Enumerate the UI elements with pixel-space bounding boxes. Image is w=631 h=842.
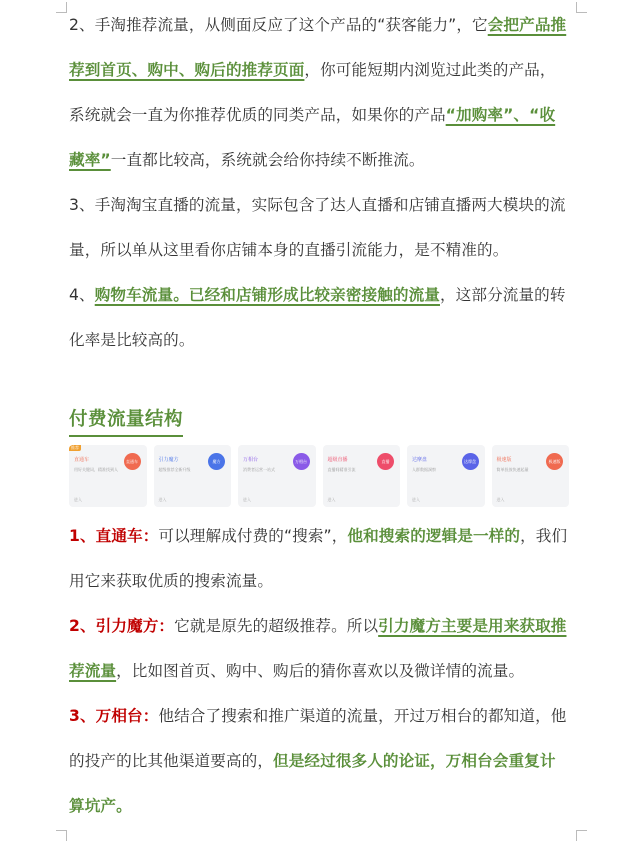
card-title: 直通车 bbox=[74, 457, 90, 463]
card-footer[interactable]: 进入 bbox=[243, 497, 251, 502]
paragraph-wanxiangtai bbox=[69, 694, 569, 829]
card-title: 极速版 bbox=[496, 457, 512, 463]
card-footer[interactable]: 进入 bbox=[327, 497, 336, 502]
term-label: 2、引力魔方： bbox=[69, 617, 175, 635]
text-run: 一直都比较高，系统就会给你持续不断推流。 bbox=[110, 151, 425, 169]
card-description: 超级推荐全新升级 bbox=[158, 467, 191, 472]
card-footer[interactable]: 进入 bbox=[496, 497, 505, 502]
emphasis-run: 购物车流量。已经和店铺形成比较亲密接触的流量 bbox=[94, 286, 440, 304]
card-badge-icon: 万相台 bbox=[293, 453, 310, 470]
document-body bbox=[69, 0, 569, 829]
ad-product-card[interactable] bbox=[154, 445, 232, 507]
card-title: 超级直播 bbox=[327, 457, 348, 463]
ad-product-card[interactable] bbox=[69, 445, 147, 507]
bold-run: 他和搜索的逻辑是一样的 bbox=[347, 527, 521, 545]
paragraph-yinli-mofang bbox=[69, 604, 569, 694]
section-heading: 付费流量结构 bbox=[69, 405, 183, 437]
ad-product-card[interactable] bbox=[407, 445, 485, 507]
term-label: 3、万相台： bbox=[69, 707, 159, 725]
term-label: 1、直通车： bbox=[69, 527, 159, 545]
crop-mark-top-right bbox=[576, 2, 587, 13]
text-run: ，比如图首页、购中、购后的猜你喜欢以及微详情的流量。 bbox=[116, 662, 525, 680]
card-badge-icon: 直通车 bbox=[124, 453, 141, 470]
ad-products-strip bbox=[69, 445, 569, 507]
card-description: 直播间精准引流 bbox=[327, 467, 356, 472]
crop-mark-top-left bbox=[56, 2, 67, 13]
ad-product-card[interactable] bbox=[323, 445, 401, 507]
emphasis-run: 会把产品推荐到首页、购中、购后的推荐页面 bbox=[69, 16, 567, 79]
text-run: ，你可能短期内浏览过此类的产品，系统就会一直为你推荐优质的同类产品，如果你的产品 bbox=[69, 61, 556, 124]
emphasis-run: 引力魔方主要是用来获取推荐流量 bbox=[69, 617, 567, 680]
text-run: ，我们用它来获取优质的搜索流量。 bbox=[69, 527, 568, 590]
paragraph-item-3: 3、手淘淘宝直播的流量，实际包含了达人直播和店铺直播两大模块的流量，所以单从这里看你店铺本身的直播引流能力，是不精准的。 bbox=[69, 196, 566, 259]
card-footer[interactable]: 进入 bbox=[74, 497, 82, 502]
card-description: 简单投放快速起量 bbox=[496, 467, 529, 472]
card-description: 消费者运营一站式 bbox=[243, 467, 275, 472]
bold-run: 但是经过很多人的论证，万相台会重复计算坑产。 bbox=[69, 752, 556, 815]
card-badge-icon: 达摩盘 bbox=[462, 453, 479, 470]
ad-product-card[interactable] bbox=[238, 445, 316, 507]
paragraph-zhitongche bbox=[69, 514, 569, 604]
paragraph-item-2 bbox=[69, 3, 569, 183]
card-title: 达摩盘 bbox=[412, 457, 428, 463]
card-badge-icon: 极速版 bbox=[546, 453, 563, 470]
card-title: 引力魔方 bbox=[158, 457, 179, 463]
crop-mark-bottom-left bbox=[56, 830, 67, 841]
card-title: 万相台 bbox=[243, 457, 259, 463]
crop-mark-bottom-right bbox=[576, 830, 587, 841]
paragraph-item-4 bbox=[69, 273, 569, 363]
card-description: 用好关键词，精准找到人 bbox=[74, 467, 118, 472]
emphasis-run: “加购率”、“收藏率” bbox=[69, 106, 556, 169]
card-footer[interactable]: 进入 bbox=[158, 497, 167, 502]
text-run: 他结合了搜索和推广渠道的流量，开过万相台的都知道，他的投产的比其他渠道要高的， bbox=[69, 707, 567, 770]
card-footer[interactable]: 进入 bbox=[412, 497, 420, 502]
ad-product-card[interactable] bbox=[492, 445, 570, 507]
card-badge-icon: 魔方 bbox=[208, 453, 225, 470]
text-run: 4、 bbox=[69, 286, 95, 304]
card-tag: 推荐 bbox=[71, 445, 79, 450]
text-run: 它就是原先的超级推荐。所以 bbox=[174, 617, 379, 635]
text-run: 2、手淘推荐流量，从侧面反应了这个产品的“获客能力”，它 bbox=[69, 16, 488, 34]
text-run: 可以理解成付费的“搜索”， bbox=[158, 527, 348, 545]
card-badge-icon: 直播 bbox=[377, 453, 394, 470]
text-run: ，这部分流量的转化率是比较高的。 bbox=[69, 286, 566, 349]
card-description: 人群数据洞察 bbox=[412, 467, 436, 472]
